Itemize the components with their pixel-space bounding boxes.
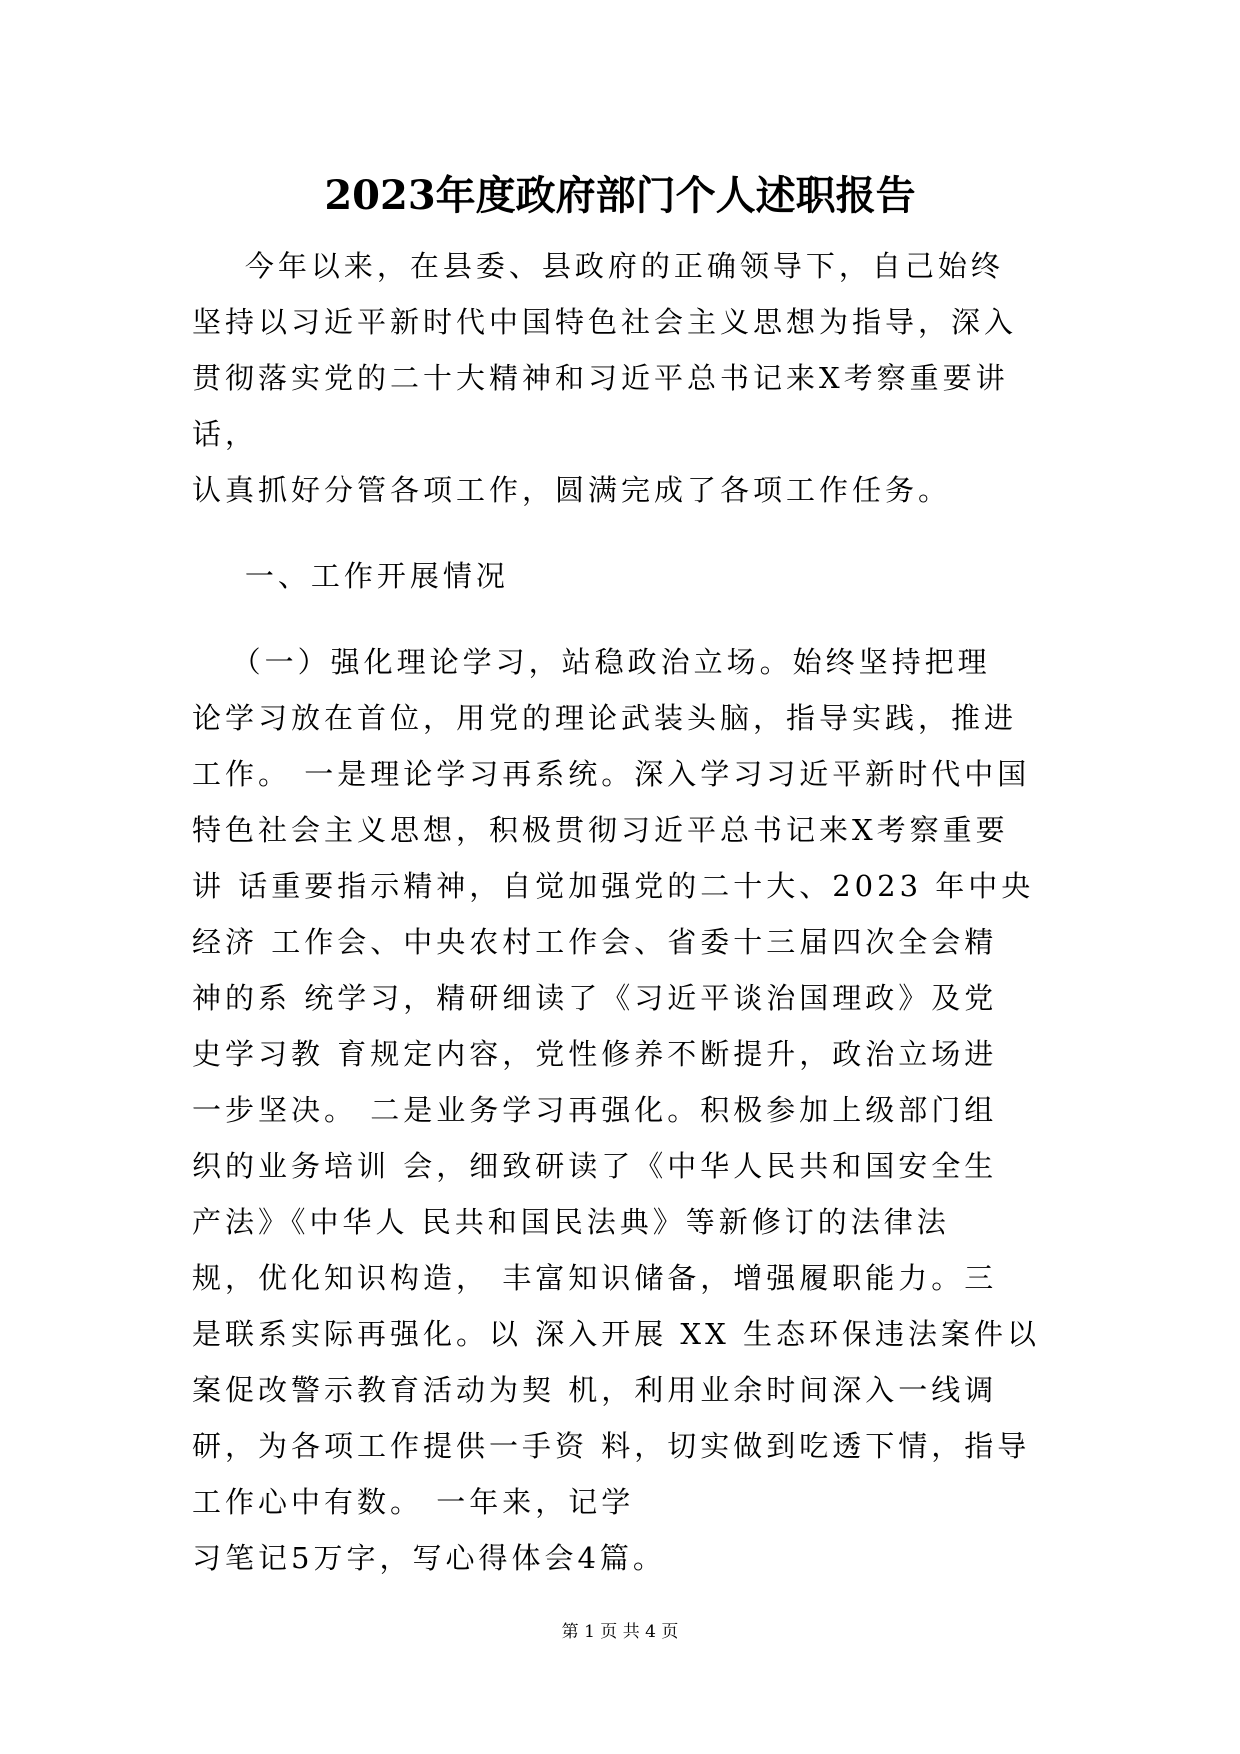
text-line: 史学习教 育规定内容，党性修养不断提升，政治立场进	[192, 1037, 998, 1071]
text-line: 贯彻落实党的二十大精神和习近平总书记来X考察重要讲	[192, 361, 1009, 395]
section-heading: 一、工作开展情况	[192, 559, 509, 593]
text-line: 规，优化知识构造， 丰富知识储备，增强履职能力。三	[192, 1261, 998, 1295]
text-line: 讲 话重要指示精神，自觉加强党的二十大、2023 年中央	[192, 869, 1035, 903]
text-line: 是联系实际再强化。以 深入开展 XX 生态环保违法案件以	[192, 1317, 1040, 1351]
text-line: 习笔记5万字，写心得体会4篇。	[192, 1541, 666, 1575]
intro-paragraph	[192, 238, 1072, 518]
text-line: 坚持以习近平新时代中国特色社会主义思想为指导，深入	[192, 305, 1018, 339]
section-paragraph	[192, 634, 1072, 1586]
text-line: 话，	[192, 417, 259, 451]
text-line: （一）强化理论学习，站稳政治立场。始终坚持把理	[192, 645, 991, 679]
text-line: 工作心中有数。 一年来，记学	[192, 1485, 635, 1519]
text-line: 今年以来，在县委、县政府的正确领导下，自己始终	[192, 249, 1004, 283]
text-line: 产法》《中华人 民共和国民法典》等新修订的法律法	[192, 1205, 950, 1239]
text-line: 一步坚决。 二是业务学习再强化。积极参加上级部门组	[192, 1093, 998, 1127]
text-line: 论学习放在首位，用党的理论武装头脑，指导实践，推进	[192, 701, 1018, 735]
text-line: 神的系 统学习，精研细读了《习近平谈治国理政》及党	[192, 981, 998, 1015]
document-title: 2023年度政府部门个人述职报告	[324, 172, 916, 219]
spacer	[192, 518, 1072, 548]
text-line: 研，为各项工作提供一手资 料，切实做到吃透下情，指导	[192, 1429, 1031, 1463]
document-body	[192, 238, 1072, 1586]
text-line: 工作。 一是理论学习再系统。深入学习习近平新时代中国	[192, 757, 1031, 791]
text-line: 认真抓好分管各项工作，圆满完成了各项工作任务。	[192, 473, 952, 507]
text-line: 案促改警示教育活动为契 机，利用业余时间深入一线调	[192, 1373, 998, 1407]
text-line: 特色社会主义思想，积极贯彻习近平总书记来X考察重要	[192, 813, 1009, 847]
text-line: 经济 工作会、中央农村工作会、省委十三届四次全会精	[192, 925, 998, 959]
page-number-footer: 第 1 页 共 4 页	[561, 1622, 679, 1642]
text-line: 织的业务培训 会，细致研读了《中华人民共和国安全生	[192, 1149, 998, 1183]
spacer	[192, 604, 1072, 634]
